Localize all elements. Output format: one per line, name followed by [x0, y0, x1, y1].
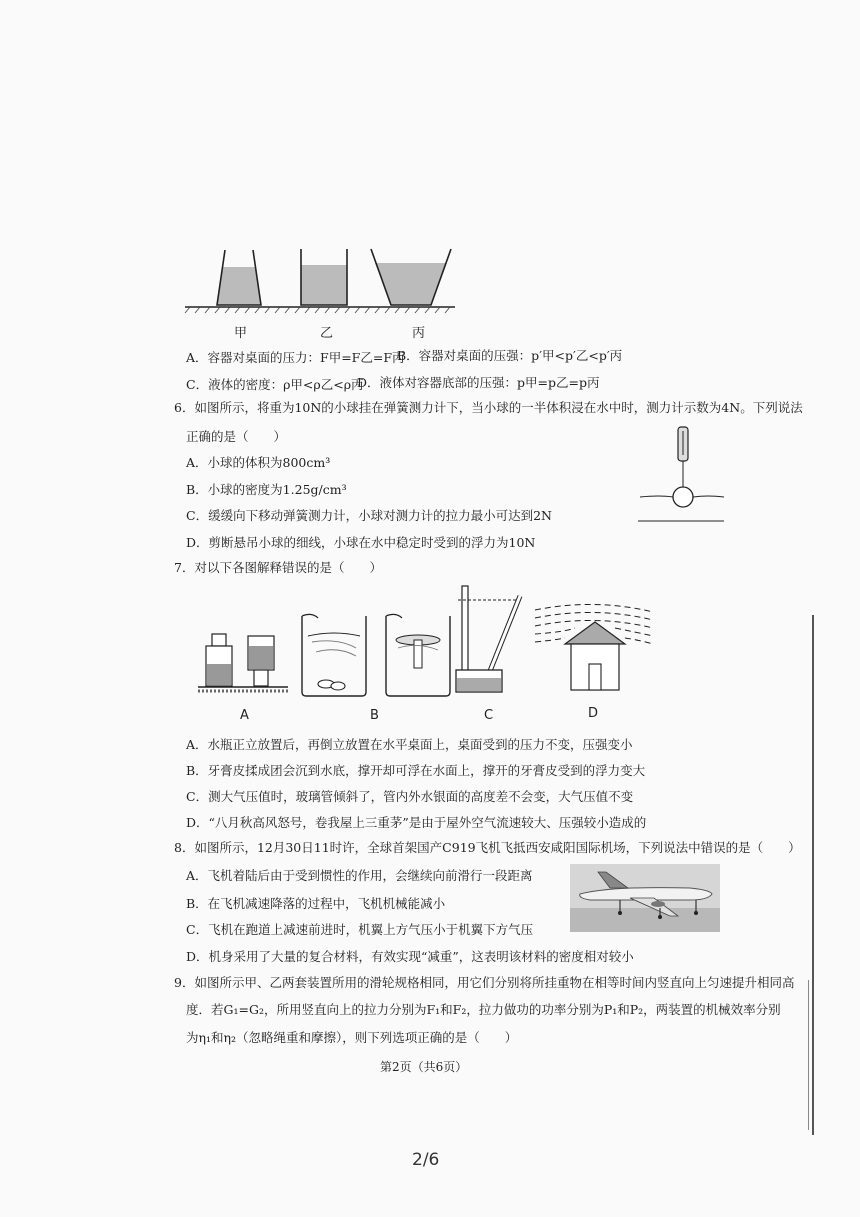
q7-stem: 7．对以下各图解释错误的是（ ）: [174, 560, 382, 575]
q7-option-b: B．牙膏皮揉成团会沉到水底，撑开却可浮在水面上，撑开的牙膏皮受到的浮力变大: [186, 763, 646, 778]
label-bing: 丙: [412, 326, 426, 341]
q8-option-c: C．飞机在跑道上减速前进时，机翼上方气压小于机翼下方气压: [186, 922, 534, 937]
q7-figure-d-house: [535, 604, 655, 694]
q8-option-d: D．机身采用了大量的复合材料，有效实现“减重”，这表明该材料的密度相对较小: [186, 949, 634, 964]
q6-option-d: D．剪断悬吊小球的细线，小球在水中稳定时受到的浮力为10N: [186, 535, 536, 550]
q8-option-b: B．在飞机减速降落的过程中，飞机机械能减小: [186, 896, 446, 911]
q7-figure-a-bottles: [198, 630, 288, 692]
page-number: 2/6: [412, 1150, 440, 1170]
q9-stem-line1: 9．如图所示甲、乙两套装置所用的滑轮规格相同，用它们分别将所挂重物在相等时间内竖直向上匀速提升相同高: [174, 975, 795, 990]
scan-edge-line-inner: [808, 980, 810, 1130]
q7-label-a: A: [240, 708, 249, 723]
q5-containers-figure: [185, 245, 455, 325]
scan-edge-line: [812, 615, 818, 1135]
q6-spring-scale-figure: [638, 425, 728, 525]
q5-option-b: B．容器对桌面的压强：p′甲<p′乙<p′丙: [397, 348, 623, 363]
label-yi: 乙: [320, 326, 334, 341]
q7-option-a: A．水瓶正立放置后，再倒立放置在水平桌面上，桌面受到的压力不变，压强变小: [186, 737, 633, 752]
q6-option-a: A．小球的体积为800cm³: [186, 455, 331, 470]
q8-option-a: A．飞机着陆后由于受到惯性的作用，会继续向前滑行一段距离: [186, 868, 533, 883]
q6-stem-line1: 6．如图所示，将重为10N的小球挂在弹簧测力计下，当小球的一半体积浸在水中时，测力计示数为4N。下列说法: [174, 400, 803, 415]
page-footer: 第2页（共6页）: [380, 1060, 468, 1074]
q5-option-d: D．液体对容器底部的压强：p甲=p乙=p丙: [357, 375, 600, 390]
label-jia: 甲: [234, 326, 248, 341]
q7-label-b: B: [370, 708, 379, 723]
q7-option-c: C．测大气压值时，玻璃管倾斜了，管内外水银面的高度差不会变，大气压值不变: [186, 789, 634, 804]
q7-option-d: D．“八月秋高风怒号，卷我屋上三重茅”是由于屋外空气流速较大、压强较小造成的: [186, 815, 647, 830]
q7-label-c: C: [484, 708, 494, 723]
q8-stem: 8．如图所示，12月30日11时许，全球首架国产C919飞机飞抵西安咸阳国际机场，下列说法中错误的是（ ）: [174, 840, 801, 855]
q9-stem-line3: 为η₁和η₂（忽略绳重和摩擦），则下列选项正确的是（ ）: [186, 1030, 518, 1045]
q7-label-d: D: [588, 706, 599, 721]
q7-figure-c-barometer: [454, 582, 526, 698]
q6-option-b: B．小球的密度为1.25g/cm³: [186, 482, 347, 497]
q5-option-a: A．容器对桌面的压力：F甲=F乙=F丙: [186, 350, 405, 365]
q7-figure-b-beaker: [298, 612, 370, 698]
q7-figure-b2-beaker: [382, 612, 454, 698]
q6-option-c: C．缓缓向下移动弹簧测力计，小球对测力计的拉力最小可达到2N: [186, 508, 552, 523]
q6-stem-line2: 正确的是（ ）: [186, 429, 287, 444]
q5-option-c: C．液体的密度：ρ甲<ρ乙<ρ丙: [186, 377, 364, 392]
q9-stem-line2: 度．若G₁=G₂，所用竖直向上的拉力分别为F₁和F₂，拉力做功的功率分别为P₁和P₂，两装置的机械效率分别: [186, 1002, 781, 1017]
q8-airplane-photo: [570, 864, 720, 932]
